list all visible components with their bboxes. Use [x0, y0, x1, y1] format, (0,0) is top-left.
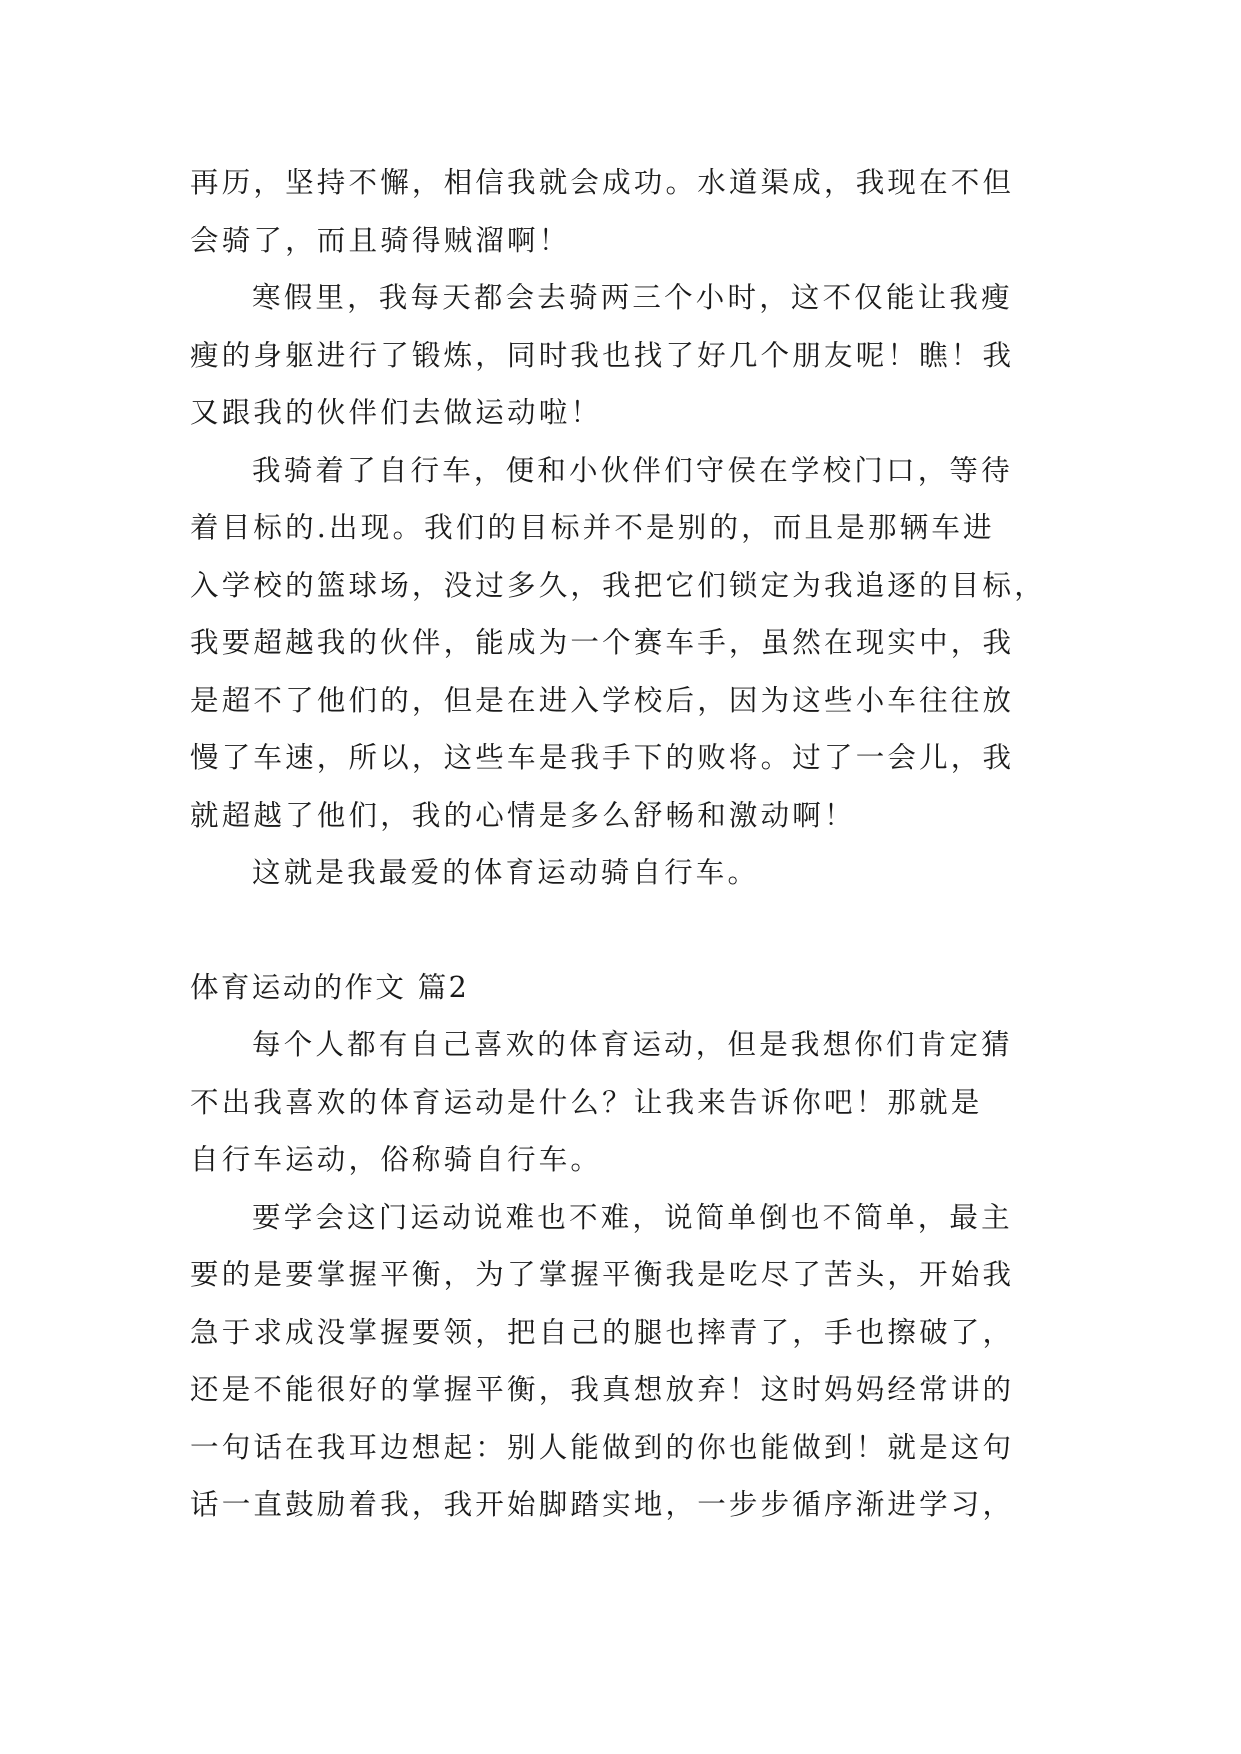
text-line: 一句话在我耳边想起：别人能做到的你也能做到！就是这句	[190, 1430, 1015, 1464]
section-heading: 体育运动的作文 篇2	[190, 970, 470, 1004]
text-line: 再历，坚持不懈，相信我就会成功。水道渠成，我现在不但	[190, 166, 1015, 199]
text-line: 我要超越我的伙伴，能成为一个赛车手，虽然在现实中，我	[190, 626, 1015, 659]
text-line: 是超不了他们的，但是在进入学校后，因为这些小车往往放	[190, 683, 1015, 717]
text-line: 瘦的身躯进行了锻炼，同时我也找了好几个朋友呢！瞧！我	[190, 338, 1015, 372]
essay-text	[190, 154, 1050, 1534]
paragraph-first-line: 寒假里，我每天都会去骑两三个小时，这不仅能让我瘦	[252, 281, 1013, 314]
text-line: 着目标的.出现。我们的目标并不是别的，而且是那辆车进	[190, 511, 995, 544]
text-line: 入学校的篮球场，没过多久，我把它们锁定为我追逐的目标，	[190, 568, 1046, 602]
essay-part-1	[190, 154, 1050, 902]
paragraph-first-line: 我骑着了自行车，便和小伙伴们守侯在学校门口，等待	[252, 453, 1013, 487]
paragraph-first-line: 每个人都有自己喜欢的体育运动，但是我想你们肯定猜	[252, 1028, 1013, 1061]
paragraph-first-line: 这就是我最爱的体育运动骑自行车。	[252, 856, 760, 889]
paragraph-first-line: 要学会这门运动说难也不难，说简单倒也不简单，最主	[252, 1200, 1013, 1234]
text-line: 要的是要掌握平衡，为了掌握平衡我是吃尽了苦头，开始我	[190, 1258, 1015, 1291]
text-line: 急于求成没掌握要领，把自己的腿也摔青了，手也擦破了，	[190, 1315, 1015, 1349]
text-line: 会骑了，而且骑得贼溜啊！	[190, 223, 571, 257]
text-line: 慢了车速，所以，这些车是我手下的败将。过了一会儿，我	[190, 741, 1015, 774]
essay-part-2	[190, 1016, 1050, 1534]
text-line: 还是不能很好的掌握平衡，我真想放弃！这时妈妈经常讲的	[190, 1373, 1015, 1406]
text-line: 不出我喜欢的体育运动是什么？让我来告诉你吧！那就是	[190, 1085, 983, 1119]
text-line: 又跟我的伙伴们去做运动啦！	[190, 396, 603, 429]
section-gap	[190, 902, 1050, 959]
text-line: 就超越了他们，我的心情是多么舒畅和激动啊！	[190, 798, 856, 832]
text-line: 自行车运动，俗称骑自行车。	[190, 1143, 603, 1176]
text-line: 话一直鼓励着我，我开始脚踏实地，一步步循序渐进学习，	[190, 1488, 1015, 1521]
